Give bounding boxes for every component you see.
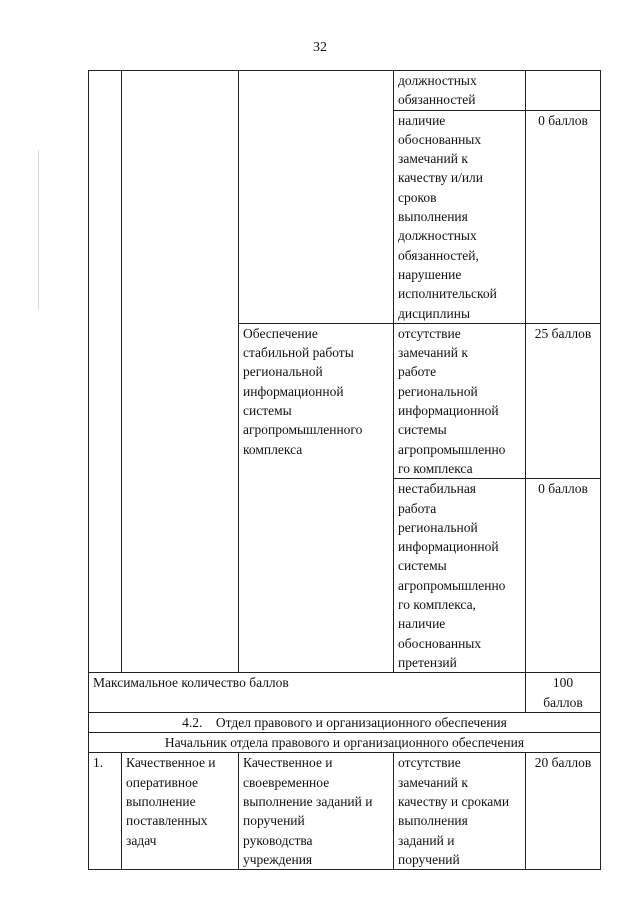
page-number: 32 — [313, 40, 327, 55]
section-heading: 4.2. Отдел правового и организационного обеспечения — [89, 712, 601, 732]
max-score-points: 100 баллов — [526, 673, 601, 713]
points-cell: 20 баллов — [526, 753, 601, 870]
indicator-cell: Обеспечение стабильной работы региональной информационной системы агропромышленного комплекса — [239, 323, 394, 672]
evaluation-table — [88, 70, 601, 870]
table-row — [89, 71, 601, 111]
goal-cell — [122, 71, 239, 673]
number-cell — [89, 71, 122, 673]
criterion-cell: отсутствие замечаний к качеству и сроками выполнения заданий и поручений — [394, 753, 526, 870]
max-score-row — [89, 673, 601, 713]
goal-cell: Качественное и оперативное выполнение поставленных задач — [122, 753, 239, 870]
max-score-label: Максимальное количество баллов — [89, 673, 526, 713]
points-cell — [526, 71, 601, 111]
criterion-cell: отсутствие замечаний к работе региональной информационной системы агропромышленно го комплекса — [394, 323, 526, 478]
criterion-cell: должностных обязанностей — [394, 71, 526, 111]
scan-margin-mark — [38, 150, 39, 310]
table-row — [89, 753, 601, 870]
indicator-cell: Качественное и своевременное выполнение заданий и поручений руководства учреждения — [239, 753, 394, 870]
criterion-cell: наличие обоснованных замечаний к качеству и/или сроков выполнения должностных обязанностей, нарушение исполнительской дисциплины — [394, 110, 526, 323]
section-row — [89, 712, 601, 732]
position-row — [89, 733, 601, 753]
points-cell: 25 баллов — [526, 323, 601, 478]
criterion-cell: нестабильная работа региональной информационной системы агропромышленно го комплекса, наличие обоснованных претензий — [394, 479, 526, 673]
number-cell: 1. — [89, 753, 122, 870]
indicator-cell — [239, 71, 394, 324]
position-heading: Начальник отдела правового и организационного обеспечения — [89, 733, 601, 753]
points-cell: 0 баллов — [526, 110, 601, 323]
points-cell: 0 баллов — [526, 479, 601, 673]
